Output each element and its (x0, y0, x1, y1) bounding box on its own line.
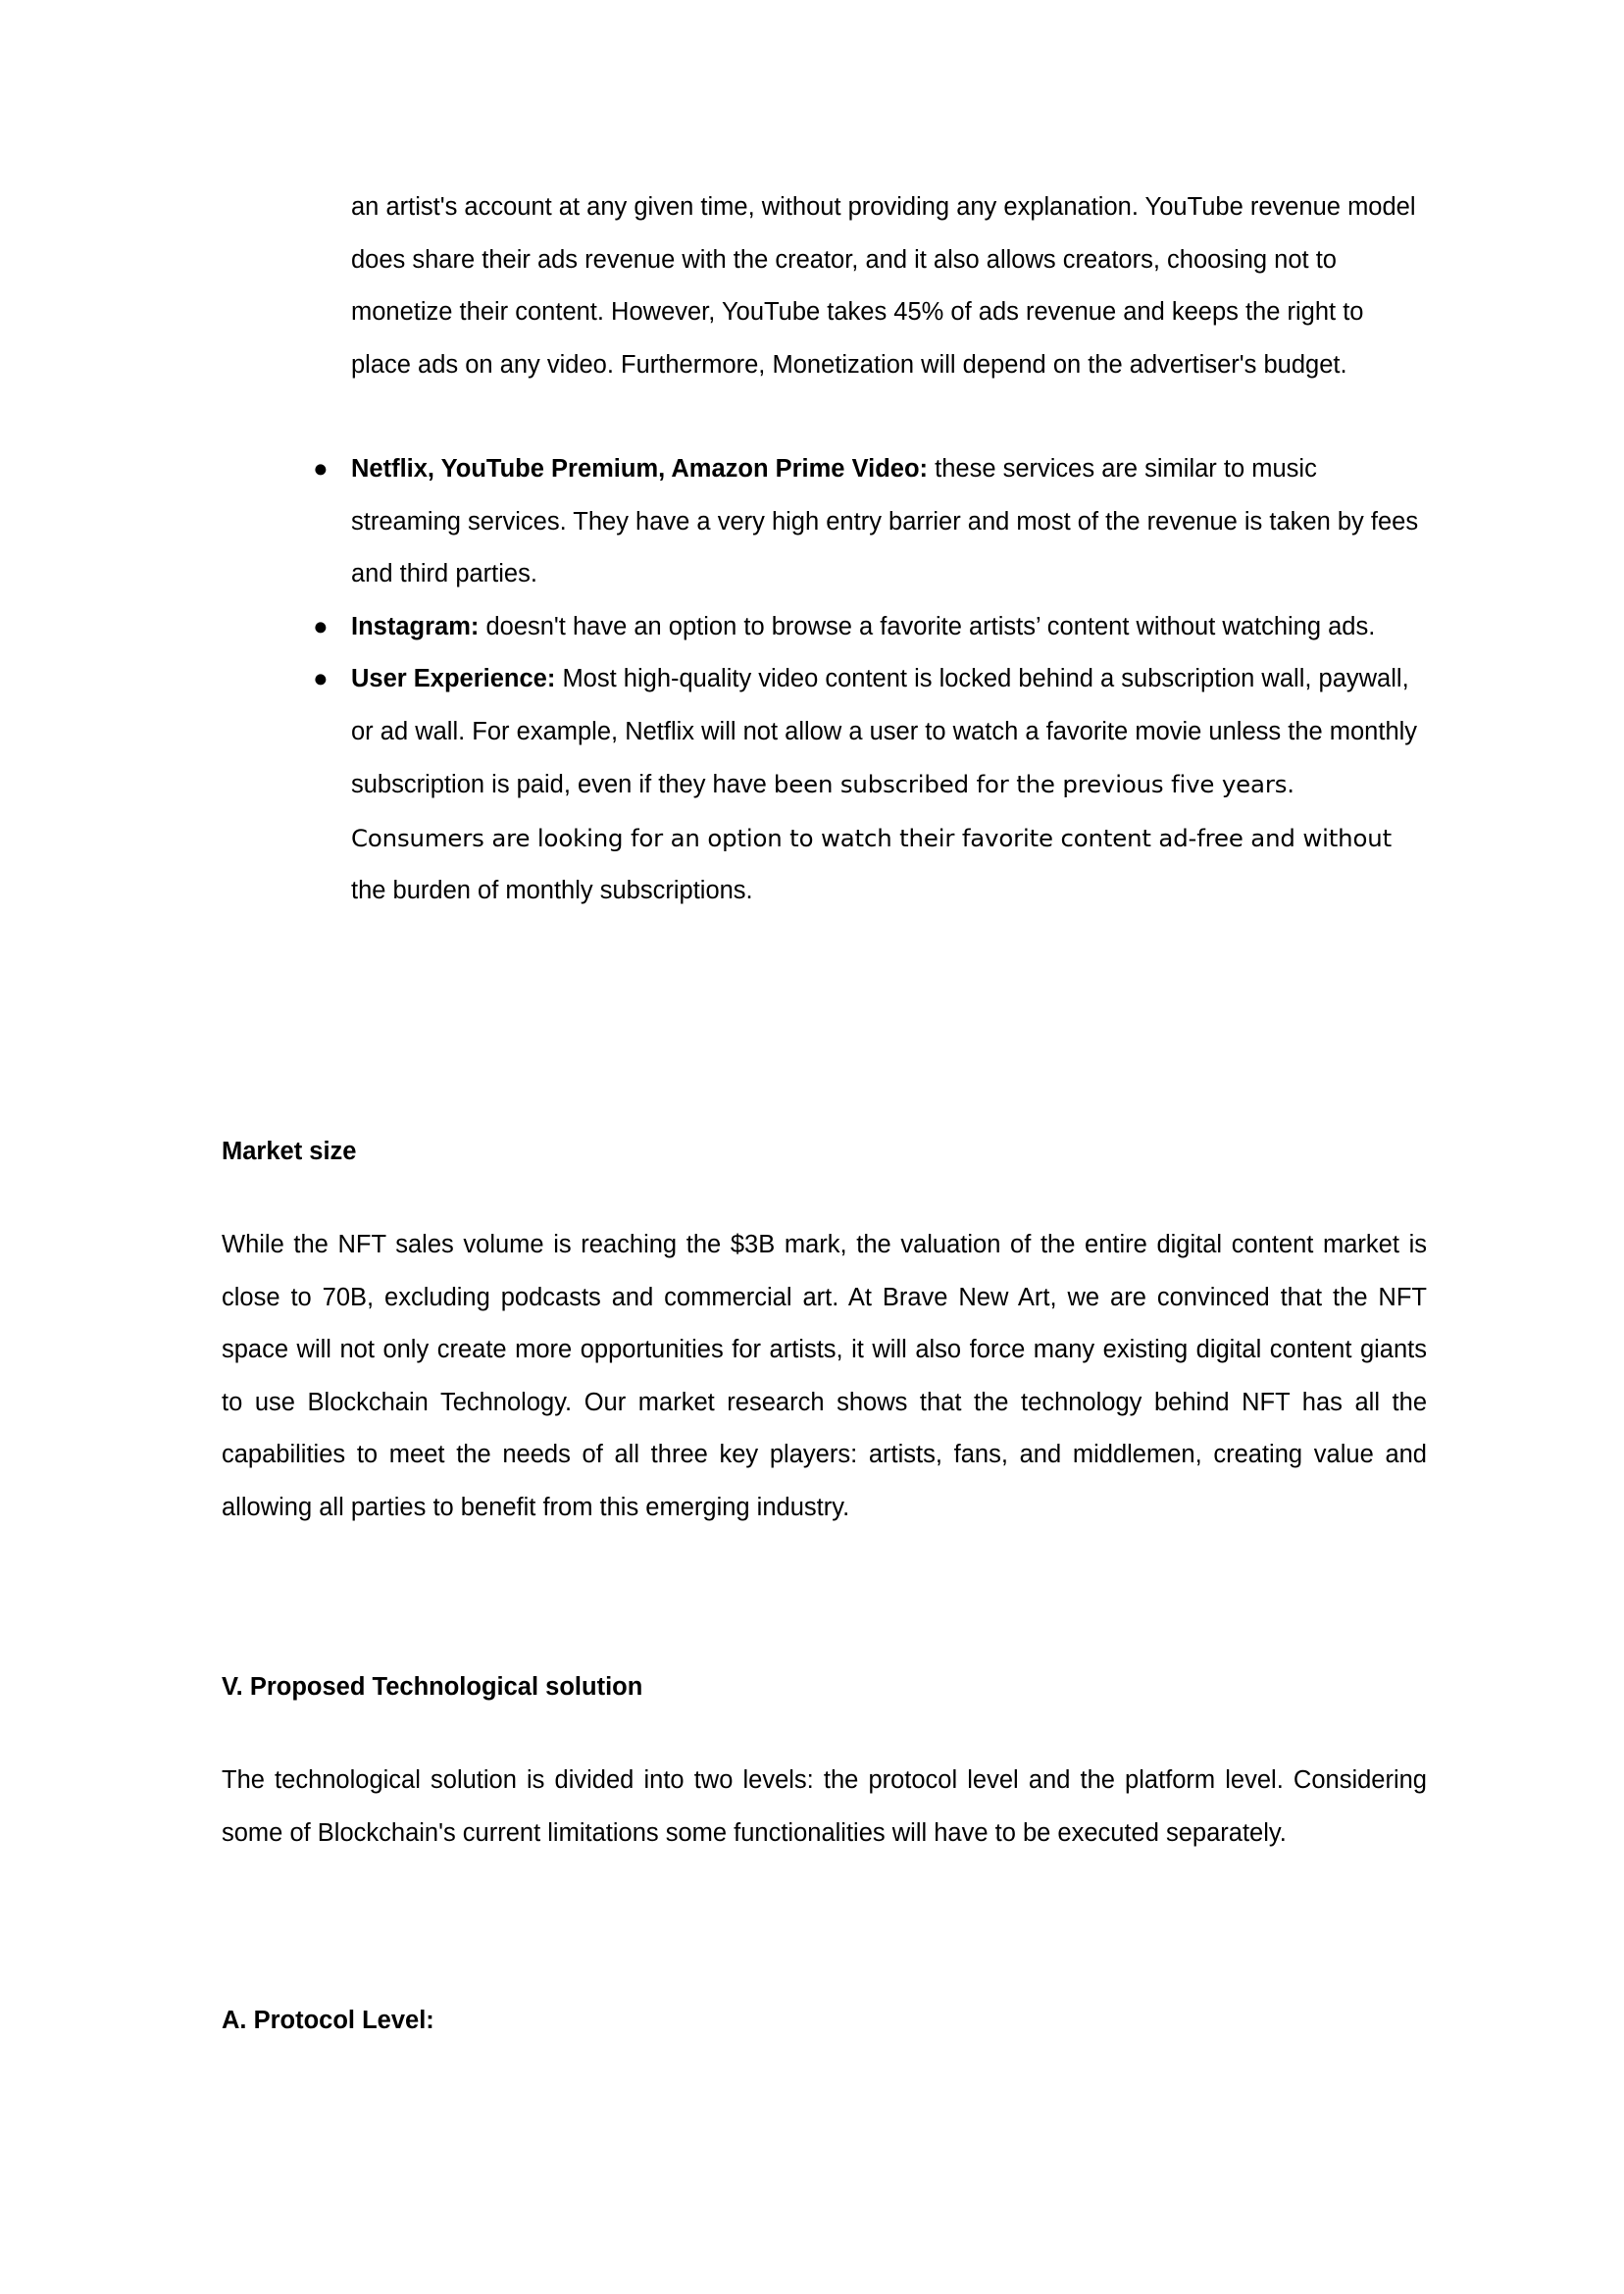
section-protocol-level (222, 2004, 1427, 2037)
section-proposed-solution-body (222, 1755, 1427, 1860)
section-heading: V. Proposed Technological solution (222, 1673, 643, 1701)
section-heading: A. Protocol Level: (222, 2007, 434, 2034)
list-item-lead: User Experience: (351, 665, 556, 692)
list-item (313, 601, 1427, 654)
bullet-point-icon: ● (313, 612, 329, 640)
bullet-point-icon: ● (313, 455, 329, 483)
competitor-bullet-list (222, 443, 1427, 918)
section-heading: Market size (222, 1138, 357, 1165)
section-paragraph: While the NFT sales volume is reaching the $3B mark, the valuation of the entire digital content market is close to 70B, excluding podcasts and commercial art. At Brave New Art, we are convinced that the NFT space will not only create more opportunities for artists, it will also force many existing digital content giants to use Blockchain Technology. Our market research shows that the technology behind NFT has all the capabilities to meet the needs of all three key players: artists, fans, and middlemen, creating value and allowing all parties to benefit from this emerging industry. (222, 1231, 1427, 1521)
section-proposed-solution (222, 1670, 1427, 1704)
section-market-size-body (222, 1219, 1427, 1534)
list-item-body: doesn't have an option to browse a favorite artists’ content without watching ads. (479, 612, 1376, 640)
bullet-point-icon: ● (313, 665, 329, 692)
section-market-size (222, 1135, 1427, 1168)
list-item (313, 443, 1427, 601)
continuation-paragraph-block (222, 181, 1427, 391)
list-item (313, 653, 1427, 918)
list-item-lead: Instagram: (351, 612, 480, 640)
section-paragraph: The technological solution is divided into two levels: the protocol level and the platform level. Considering some of Blockchain's current limitations some functionalities will have to be executed separately. (222, 1766, 1427, 1847)
list-item-body: these services are similar to music streaming services. They have a very high entry barrier and most of the revenue is taken by fees and third parties. (351, 455, 1419, 587)
list-item-body-variant: been subscribed for the previous five years. Consumers are looking for an option to watch their favorite content ad-free and without (351, 770, 1392, 852)
continuation-paragraph: an artist's account at any given time, without providing any explanation. YouTube revenue model does share their ads revenue with the creator, and it also allows creators, choosing not to monetize their content. However, YouTube takes 45% of ads revenue and keeps the right to place ads on any video. Furthermore, Monetization will depend on the advertiser's budget. (351, 193, 1416, 379)
list-item-body-tail: the burden of monthly subscriptions. (351, 877, 753, 904)
list-item-lead: Netflix, YouTube Premium, Amazon Prime Video: (351, 455, 929, 483)
list-item-body: Most high-quality video content is locked behind a subscription wall, paywall, or ad wall. For example, Netflix will not allow a user to watch a favorite movie unless the monthly subscription is paid, even if they have (351, 665, 1418, 798)
